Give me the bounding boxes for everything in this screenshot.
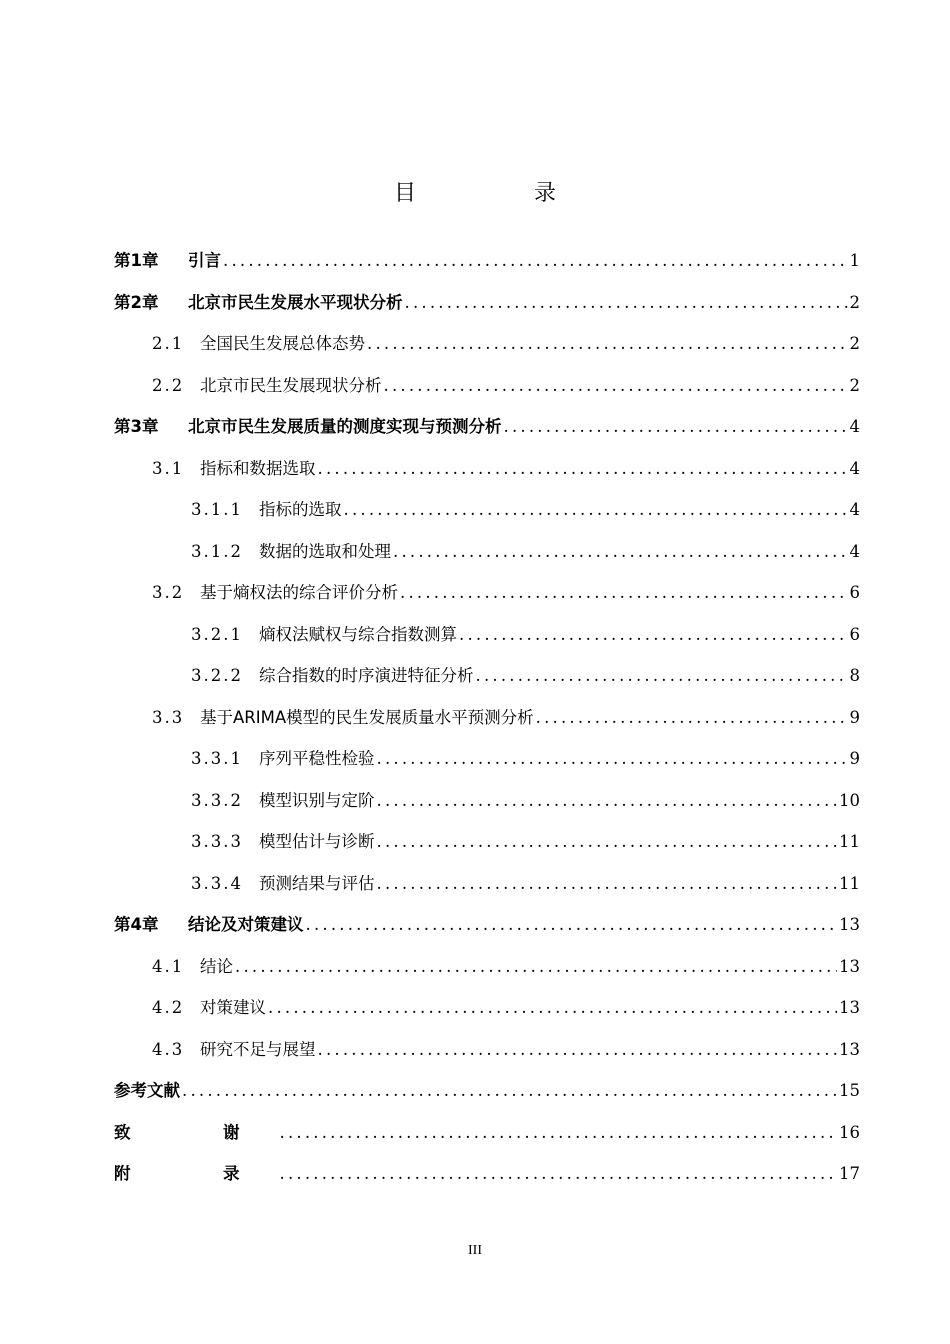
toc-leader-dots bbox=[459, 614, 848, 656]
toc-entry[interactable] bbox=[114, 406, 860, 448]
page-title: 目 录 bbox=[393, 181, 604, 206]
toc-leader-dots bbox=[405, 282, 848, 324]
toc-entry-page: 13 bbox=[839, 1039, 860, 1059]
toc-entry-number: 3.1 bbox=[152, 458, 185, 478]
toc-entry-page: 2 bbox=[849, 375, 860, 395]
toc-entry-title: 基于ARIMA模型的民生发展质量水平预测分析 bbox=[200, 707, 534, 727]
toc-entry-title: 北京市民生发展质量的测度实现与预测分析 bbox=[188, 417, 502, 436]
toc-leader-dots bbox=[223, 240, 848, 282]
toc-entry-page: 13 bbox=[839, 956, 860, 976]
toc-entry-title: 结论 bbox=[200, 956, 233, 976]
toc-leader-dots bbox=[384, 365, 848, 407]
toc-entry-page: 8 bbox=[849, 666, 860, 685]
toc-entry[interactable] bbox=[114, 821, 860, 863]
toc-entry-number: 第1章 bbox=[114, 251, 159, 270]
toc-entry-page: 17 bbox=[839, 1164, 860, 1183]
toc-leader-dots bbox=[377, 738, 848, 780]
toc-leader-dots bbox=[182, 1070, 837, 1112]
toc-entry-number: 3.1.2 bbox=[191, 541, 243, 561]
toc-entry[interactable] bbox=[114, 240, 860, 282]
toc-entry[interactable] bbox=[114, 323, 860, 365]
toc-entry-number: 3.3.4 bbox=[191, 873, 243, 893]
toc-entry-number: 第2章 bbox=[114, 292, 159, 312]
toc-leader-dots bbox=[235, 946, 837, 988]
toc-entry-title: 指标和数据选取 bbox=[200, 458, 316, 478]
toc-entry-number: 2.1 bbox=[152, 334, 185, 353]
toc-leader-dots bbox=[536, 697, 848, 739]
toc-entry-page: 16 bbox=[839, 1122, 860, 1142]
toc-leader-dots bbox=[306, 904, 838, 946]
toc-entry-page: 13 bbox=[839, 998, 860, 1017]
toc-leader-dots bbox=[268, 987, 837, 1029]
toc-entry-page: 11 bbox=[839, 873, 860, 893]
toc-entry-title: 致 谢 bbox=[114, 1122, 278, 1142]
toc-entry-number: 3.2.1 bbox=[191, 624, 243, 644]
toc-entry-number: 3.1.1 bbox=[191, 500, 243, 519]
toc-entry-title: 基于熵权法的综合评价分析 bbox=[200, 583, 398, 602]
toc-entry-number: 3.3.1 bbox=[191, 749, 243, 768]
toc-entry[interactable] bbox=[114, 489, 860, 531]
toc-leader-dots bbox=[377, 780, 838, 822]
toc-entry[interactable] bbox=[114, 863, 860, 905]
toc-entry-title: 全国民生发展总体态势 bbox=[200, 334, 365, 353]
toc-entry[interactable] bbox=[114, 448, 860, 490]
toc-entry-page: 4 bbox=[849, 417, 860, 436]
toc-entry-page: 9 bbox=[849, 749, 860, 768]
toc-entry[interactable] bbox=[114, 1070, 860, 1112]
toc-entry-page: 4 bbox=[849, 541, 860, 561]
toc-entry-page: 15 bbox=[839, 1081, 860, 1100]
toc-entry-number: 4.1 bbox=[152, 956, 185, 976]
toc-entry-title: 数据的选取和处理 bbox=[259, 541, 391, 561]
toc-entry-title: 序列平稳性检验 bbox=[259, 749, 375, 768]
toc-entry-number: 3.2.2 bbox=[191, 666, 243, 685]
page-number: III bbox=[468, 1243, 482, 1258]
toc-entry-title: 模型识别与定阶 bbox=[259, 790, 375, 810]
toc-leader-dots bbox=[344, 489, 848, 531]
toc-entry-page: 6 bbox=[849, 583, 860, 602]
toc-entry-page: 4 bbox=[849, 458, 860, 478]
toc-entry-title: 综合指数的时序演进特征分析 bbox=[259, 666, 474, 685]
toc-entry-number: 2.2 bbox=[152, 375, 185, 395]
toc-entry[interactable] bbox=[114, 1112, 860, 1154]
toc-entry-title: 熵权法赋权与综合指数测算 bbox=[259, 624, 457, 644]
toc-entry[interactable] bbox=[114, 365, 860, 407]
toc-leader-dots bbox=[367, 323, 848, 365]
toc-entry-page: 1 bbox=[849, 251, 860, 270]
toc-entry[interactable] bbox=[114, 780, 860, 822]
toc-entry-number: 3.2 bbox=[152, 583, 185, 602]
toc-entry[interactable] bbox=[114, 572, 860, 614]
toc-entry-title: 北京市民生发展现状分析 bbox=[200, 375, 382, 395]
toc-entry[interactable] bbox=[114, 904, 860, 946]
toc-entry-page: 11 bbox=[839, 832, 860, 851]
toc-leader-dots bbox=[280, 1153, 838, 1195]
toc-entry-page: 2 bbox=[849, 292, 860, 312]
toc-entry[interactable] bbox=[114, 697, 860, 739]
toc-leader-dots bbox=[400, 572, 848, 614]
toc-leader-dots bbox=[504, 406, 848, 448]
toc-entry-title: 附 录 bbox=[114, 1164, 278, 1183]
toc-entry-number: 3.3.2 bbox=[191, 790, 243, 810]
toc-leader-dots bbox=[377, 863, 838, 905]
toc-entry[interactable] bbox=[114, 282, 860, 324]
toc-entry-title: 引言 bbox=[188, 251, 221, 270]
toc-entry[interactable] bbox=[114, 987, 860, 1029]
toc-entry-title: 模型估计与诊断 bbox=[259, 832, 375, 851]
toc-entry-title: 指标的选取 bbox=[259, 500, 342, 519]
toc-leader-dots bbox=[318, 448, 848, 490]
toc-entry-title: 研究不足与展望 bbox=[200, 1039, 316, 1059]
toc-entry-page: 6 bbox=[849, 624, 860, 644]
toc-entry-number: 第4章 bbox=[114, 915, 159, 934]
toc-leader-dots bbox=[377, 821, 838, 863]
toc-entry-title: 对策建议 bbox=[200, 998, 266, 1017]
toc-entry-page: 13 bbox=[839, 915, 860, 934]
toc-entry-number: 第3章 bbox=[114, 417, 159, 436]
toc-entry[interactable] bbox=[114, 655, 860, 697]
toc-entry[interactable] bbox=[114, 946, 860, 988]
toc-entry[interactable] bbox=[114, 531, 860, 573]
toc-entry-number: 3.3.3 bbox=[191, 832, 243, 851]
toc-entry-title: 参考文献 bbox=[114, 1081, 180, 1100]
toc-leader-dots bbox=[318, 1029, 838, 1071]
toc-entry-number: 3.3 bbox=[152, 707, 185, 727]
toc-entry-page: 9 bbox=[849, 707, 860, 727]
toc-entry-page: 10 bbox=[839, 790, 860, 810]
toc-entry[interactable] bbox=[114, 614, 860, 656]
toc-entry-page: 2 bbox=[849, 334, 860, 353]
toc-leader-dots bbox=[476, 655, 848, 697]
toc-leader-dots bbox=[280, 1112, 838, 1154]
toc-entry-number: 4.3 bbox=[152, 1039, 185, 1059]
toc-entry-page: 4 bbox=[849, 500, 860, 519]
toc-entry-number: 4.2 bbox=[152, 998, 185, 1017]
toc-entry[interactable] bbox=[114, 1029, 860, 1071]
toc-entry[interactable] bbox=[114, 738, 860, 780]
toc-entry-title: 北京市民生发展水平现状分析 bbox=[188, 292, 403, 312]
toc-entry[interactable] bbox=[114, 1153, 860, 1195]
table-of-contents bbox=[114, 240, 860, 1195]
toc-entry-title: 结论及对策建议 bbox=[188, 915, 304, 934]
toc-leader-dots bbox=[393, 531, 848, 573]
toc-entry-title: 预测结果与评估 bbox=[259, 873, 375, 893]
